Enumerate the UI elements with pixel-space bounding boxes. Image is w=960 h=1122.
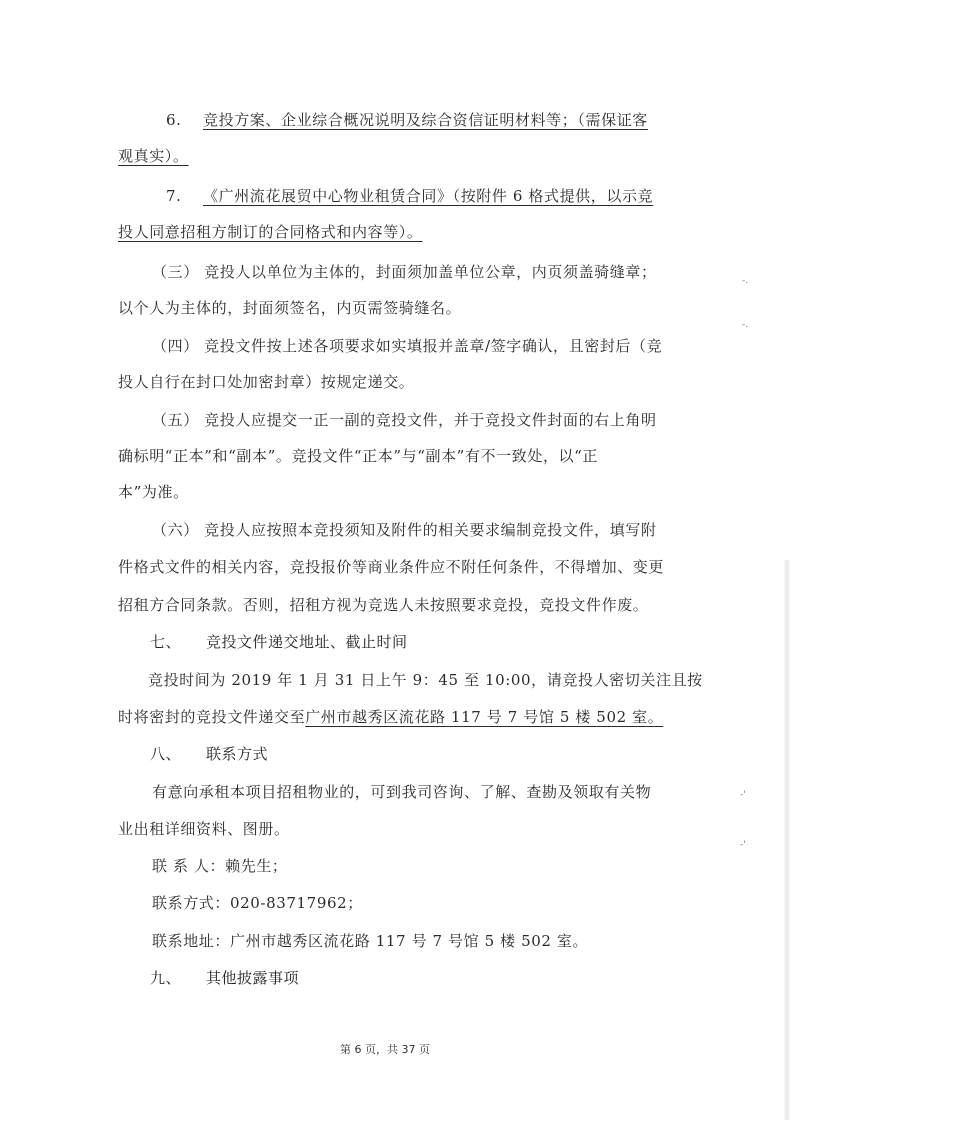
clause-6-line-2: 件格式文件的相关内容，竞投报价等商业条件应不附任何条件，不得增加、变更 [118, 558, 665, 576]
section-number: 七、 [150, 633, 182, 651]
page-footer: 第 6 页，共 37 页 [340, 1043, 430, 1056]
contact-phone: 联系方式：020-83717962； [152, 894, 363, 912]
section-8-line-1: 有意向承租本项目招租物业的，可到我司咨询、了解、查勘及领取有关物 [152, 783, 652, 801]
section-7-line-2 [118, 707, 663, 727]
clause-3-line-2: 以个人为主体的，封面须签名，内页需签骑缝名。 [118, 299, 462, 317]
scan-speck: -. [742, 320, 749, 330]
item-text: 竞投方案、企业综合概况说明及综合资信证明材料等；（需保证客 [203, 111, 648, 129]
section-9-heading [150, 968, 299, 988]
section-title: 联系方式 [206, 745, 269, 763]
submission-text: 时将密封的竞投文件递交至 [118, 708, 306, 726]
section-8-heading [150, 744, 268, 764]
clause-4-line-2: 投人自行在封口处加密封章）按规定递交。 [118, 373, 415, 391]
clause-6-line-3: 招租方合同条款。否则，招租方视为竞选人未按照要求竞投，竞投文件作废。 [118, 596, 649, 614]
section-title: 其他披露事项 [206, 969, 300, 987]
scan-speck: -' [740, 840, 746, 850]
clause-4-line-1: （四） 竞投文件按上述各项要求如实填报并盖章/签字确认，且密封后（竞 [152, 337, 663, 355]
item-6-line-2: 观真实）。 [118, 147, 189, 165]
section-title: 竞投文件递交地址、截止时间 [206, 633, 408, 651]
contact-address: 联系地址：广州市越秀区流花路 117 号 7 号馆 5 楼 502 室。 [152, 932, 589, 950]
scan-speck: -. [742, 276, 749, 286]
section-7-line-1: 竞投时间为 2019 年 1 月 31 日上午 9：45 至 10:00，请竞投人密切关注且按 [148, 671, 703, 689]
section-number: 九、 [150, 969, 182, 987]
item-text: 《广州流花展贸中心物业租赁合同》（按附件 6 格式提供，以示竞 [203, 187, 654, 205]
scan-shadow [784, 560, 790, 1120]
item-number: 6. [166, 111, 182, 129]
section-7-heading [150, 632, 408, 652]
clause-3-line-1: （三） 竞投人以单位为主体的，封面须加盖单位公章，内页须盖骑缝章； [152, 263, 657, 281]
clause-5-line-2: 确标明“正本”和“副本”。竞投文件“正本”与“副本”有不一致处，以“正 [118, 447, 599, 465]
item-6-line-1 [166, 110, 648, 130]
clause-6-line-1: （六） 竞投人应按照本竞投须知及附件的相关要求编制竞投文件，填写附 [152, 521, 657, 539]
section-8-line-2: 业出租详细资料、图册。 [118, 820, 290, 838]
item-7-line-2: 投人同意招租方制订的合同格式和内容等）。 [118, 223, 423, 241]
submission-address: 广州市越秀区流花路 117 号 7 号馆 5 楼 502 室。 [305, 708, 664, 726]
item-7-line-1 [166, 186, 653, 206]
clause-5-line-1: （五） 竞投人应提交一正一副的竞投文件，并于竞投文件封面的右上角明 [152, 411, 657, 429]
item-number: 7. [166, 187, 182, 205]
scan-speck: -' [740, 790, 746, 800]
section-number: 八、 [150, 745, 182, 763]
contact-person: 联 系 人：赖先生； [152, 857, 288, 875]
clause-5-line-3: 本”为准。 [118, 483, 189, 501]
